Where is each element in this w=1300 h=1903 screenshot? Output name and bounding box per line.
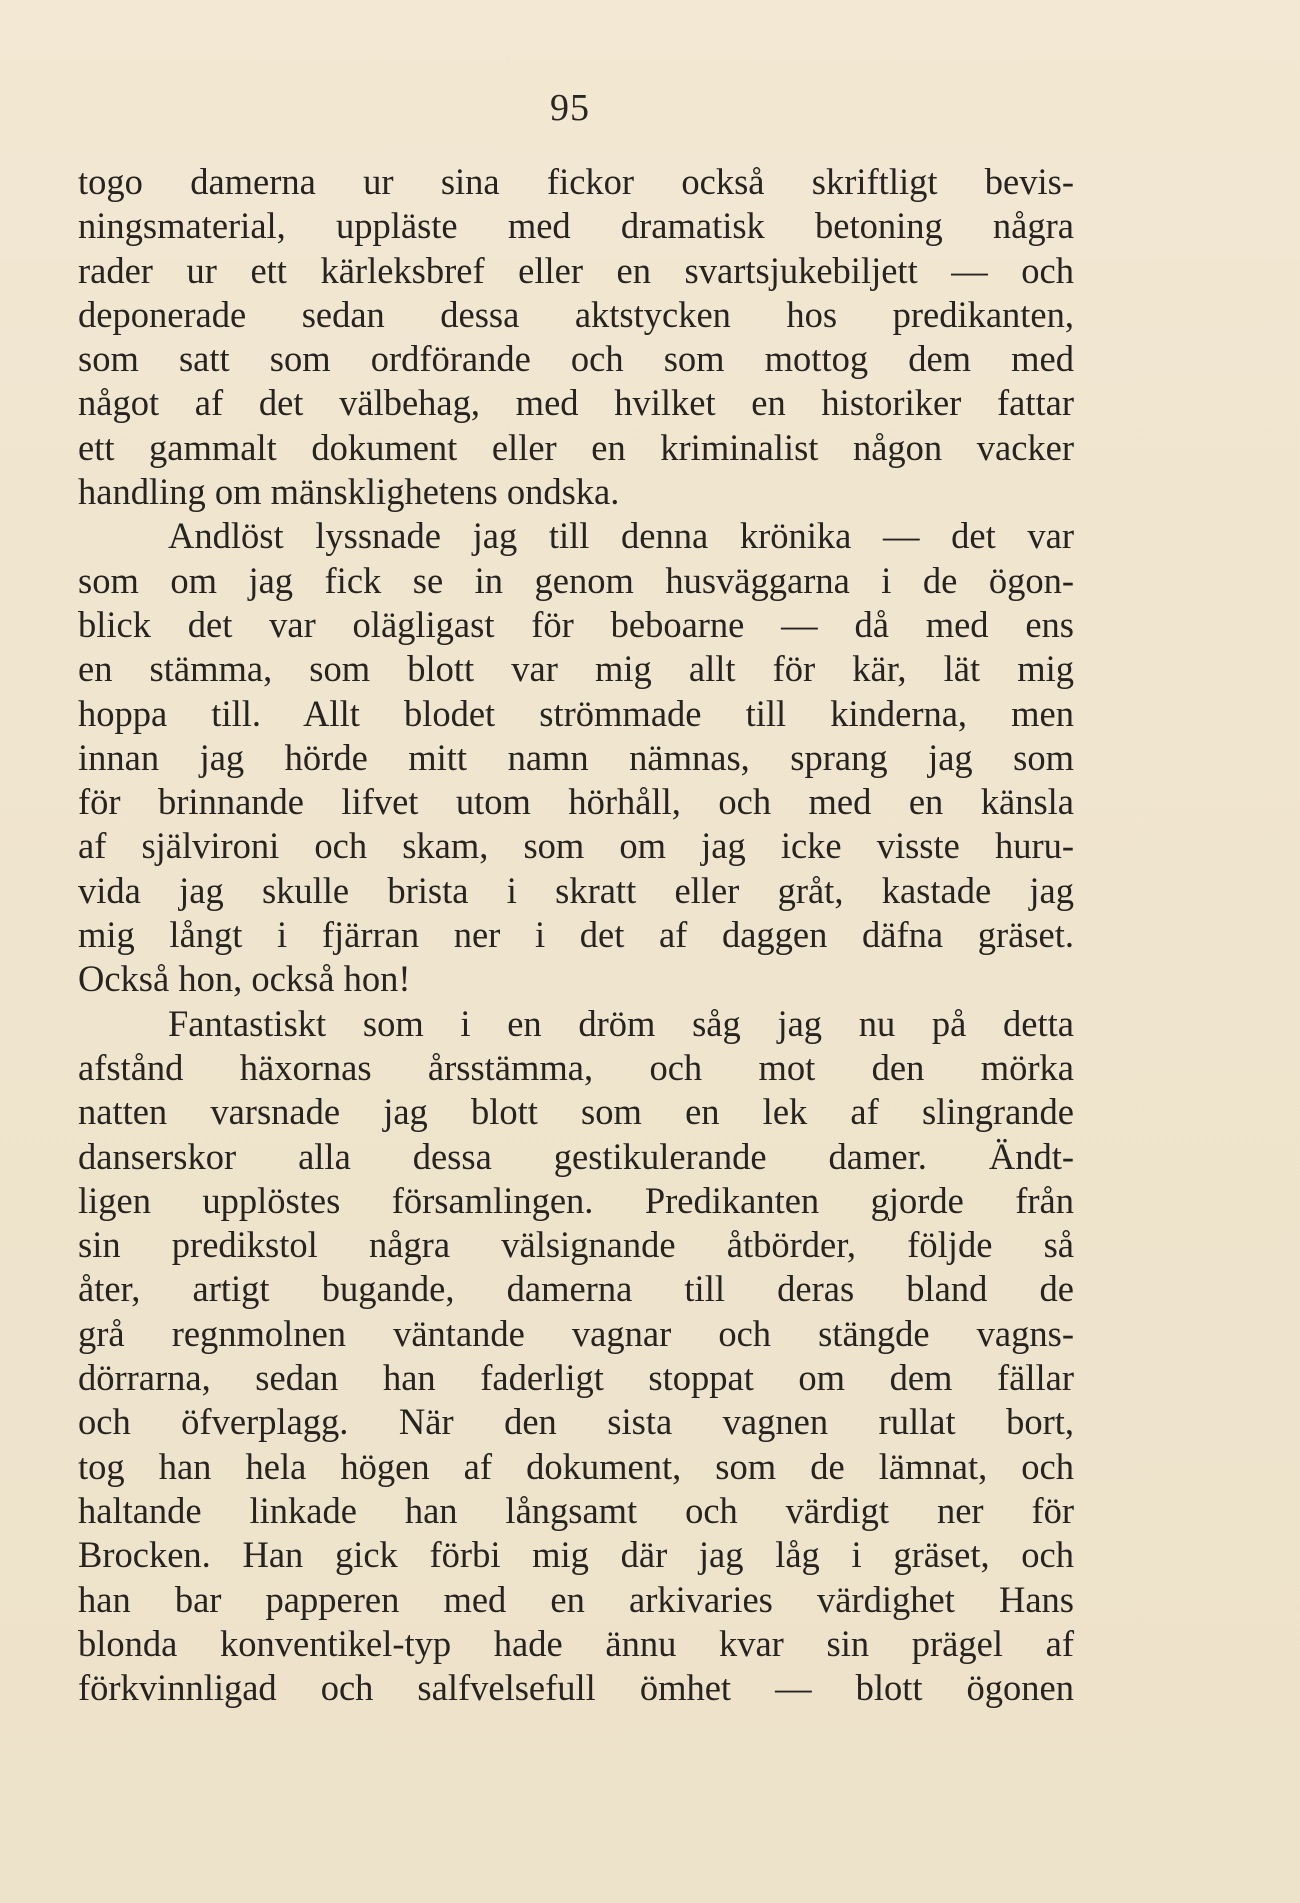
text-line: ligen upplöstes församlingen. Predikanten gjorde från [78,1179,1074,1221]
text-line: han bar papperen med en arkivaries värdighet Hans [78,1578,1074,1620]
text-line: Fantastiskt som i en dröm såg jag nu på detta [168,1002,1074,1044]
text-line: tog han hela högen af dokument, som de lämnat, och [78,1445,1074,1487]
text-line: grå regnmolnen väntande vagnar och stängde vagns- [78,1312,1074,1354]
text-line: en stämma, som blott var mig allt för kär, lät mig [78,648,1074,690]
text-line: Också hon, också hon! [78,958,411,1000]
text-line: natten varsnade jag blott som en lek af slingrande [78,1091,1074,1133]
body-text [78,160,1074,1710]
text-line: togo damerna ur sina fickor också skriftligt bevis- [78,161,1074,202]
text-line: och öfverplagg. När den sista vagnen rullat bort, [78,1401,1074,1443]
text-line: danserskor alla dessa gestikulerande damer. Ändt- [78,1135,1074,1177]
text-line: Andlöst lyssnade jag till denna krönika — det var [168,515,1074,557]
text-line: dörrarna, sedan han faderligt stoppat om dem fällar [78,1357,1074,1399]
text-line: rader ur ett kärleksbref eller en svartsjukebiljett — och [78,249,1074,291]
text-line: afstånd häxornas årsstämma, och mot den mörka [78,1046,1074,1088]
text-line: förkvinnligad och salfvelsefull ömhet — blott ögonen [78,1667,1074,1709]
page-number: 95 [550,87,590,129]
text-line: hoppa till. Allt blodet strömmade till kinderna, men [78,692,1074,734]
text-line: som satt som ordförande och som mottog dem med [78,338,1074,380]
text-line: vida jag skulle brista i skratt eller gråt, kastade jag [78,869,1074,911]
text-line: ningsmaterial, uppläste med dramatisk betoning några [78,205,1074,247]
text-line: ett gammalt dokument eller en kriminalist någon vacker [78,426,1074,468]
text-line: sin predikstol några välsignande åtbörder, följde så [78,1224,1074,1266]
text-line: deponerade sedan dessa aktstycken hos predikanten, [78,293,1074,335]
text-line: mig långt i fjärran ner i det af daggen däfna gräset. [78,914,1074,956]
text-line: innan jag hörde mitt namn nämnas, sprang jag som [78,736,1074,778]
text-line: handling om mänsklighetens ondska. [78,471,620,513]
text-line: blonda konventikel-typ hade ännu kvar sin prägel af [78,1622,1074,1664]
text-line: af självironi och skam, som om jag icke visste huru- [78,825,1074,867]
text-line: Brocken. Han gick förbi mig där jag låg i gräset, och [78,1534,1074,1576]
text-line: åter, artigt bugande, damerna till deras bland de [78,1268,1074,1310]
text-line: som om jag fick se in genom husväggarna i de ögon- [78,559,1074,601]
text-line: för brinnande lifvet utom hörhåll, och med en känsla [78,781,1074,823]
text-line: något af det välbehag, med hvilket en historiker fattar [78,382,1074,424]
text-line: haltande linkade han långsamt och värdigt ner för [78,1489,1074,1531]
text-line: blick det var olägligast för beboarne — då med ens [78,603,1074,645]
